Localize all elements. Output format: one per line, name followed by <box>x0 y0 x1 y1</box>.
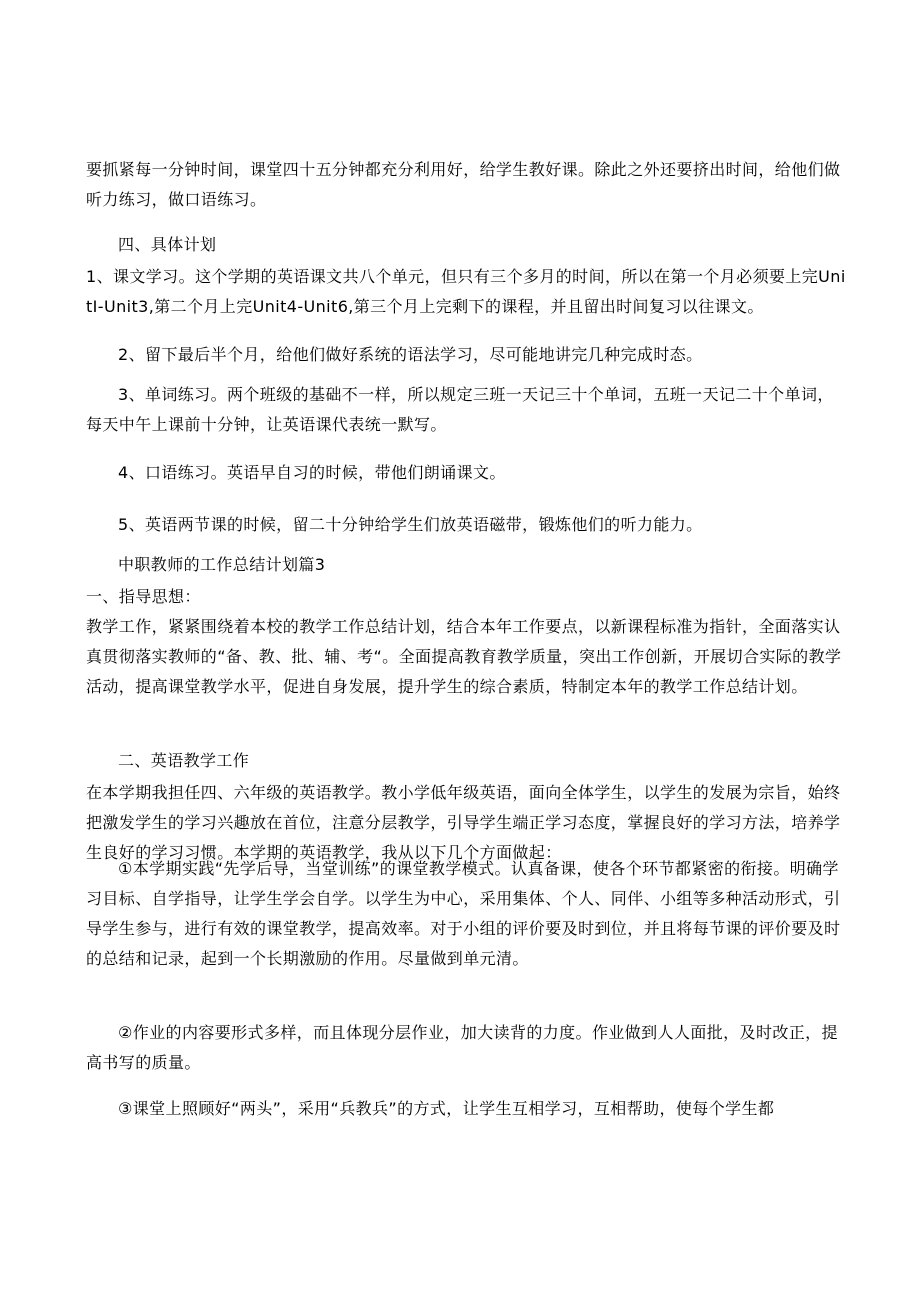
paragraph-item-1: ①本学期实践“先学后导，当堂训练”的课堂教学模式。认真备课，使各个环节都紧密的衔接。明确学习目标、自学指导，让学生学会自学。以学生为中心，采用集体、个人、同伴、小组等多种活动形式，引导学生参与，进行有效的课堂教学，提高效率。对于小组的评价要及时到位，并且将每节课的评价要及时的总结和记录，起到一个长期激励的作用。尽量做到单元清。 <box>86 859 841 968</box>
paragraph-vocabulary: 3、单词练习。两个班级的基础不一样，所以规定三班一天记三十个单词，五班一天记二十个单词，每天中午上课前十分钟，让英语课代表统一默写。 <box>86 385 834 434</box>
paragraph-grammar: 2、留下最后半个月，给他们做好系统的语法学习，尽可能地讲完几种完成时态。 <box>118 345 703 364</box>
paragraph-item-3: ③课堂上照顾好“两头”，采用“兵教兵”的方式，让学生互相学习，互相帮助，使每个学生都 <box>118 1099 775 1118</box>
paragraph-oral-practice: 4、口语练习。英语早自习的时候，带他们朗诵课文。 <box>118 463 506 482</box>
heading-english-teaching: 二、英语教学工作 <box>118 751 250 770</box>
paragraph-item-2: ②作业的内容要形式多样，而且体现分层作业，加大读背的力度。作业做到人人面批，及时改正，提高书写的质量。 <box>86 1023 838 1072</box>
paragraph-english-teaching: 在本学期我担任四、六年级的英语教学。教小学低年级英语，面向全体学生，以学生的发展为宗旨，始终把激发学生的学习兴趣放在首位，注意分层教学，引导学生端正学习态度，掌握良好的学习方法，培养学生良好的学习习惯。本学期的英语教学，我从以下几个方面做起： <box>86 783 841 862</box>
heading-specific-plan: 四、具体计划 <box>118 235 217 254</box>
article-title: 中职教师的工作总结计划篇3 <box>118 555 326 574</box>
paragraph-listening: 5、英语两节课的时候，留二十分钟给学生们放英语磁带，锻炼他们的听力能力。 <box>118 515 703 534</box>
paragraph-time-management: 要抓紧每一分钟时间，课堂四十五分钟都充分利用好，给学生教好课。除此之外还要挤出时间，给他们做听力练习，做口语练习。 <box>86 160 841 209</box>
paragraph-text-study: 1、课文学习。这个学期的英语课文共八个单元，但只有三个多月的时间，所以在第一个月必须要上完UnitI-Unit3,第二个月上完Unit4-Unit6,第三个月上完剩下的课程，并且留出时间复习以往课文。 <box>86 267 846 316</box>
paragraph-guiding-thought: 教学工作，紧紧围绕着本校的教学工作总结计划，结合本年工作要点，以新课程标准为指针，全面落实认真贯彻落实教师的“备、教、批、辅、考“。全面提高教育教学质量，突出工作创新，开展切合实际的教学活动，提高课堂教学水平，促进自身发展，提升学生的综合素质，特制定本年的教学工作总结计划。 <box>86 617 842 696</box>
heading-guiding-thought: 一、指导思想： <box>86 587 201 606</box>
